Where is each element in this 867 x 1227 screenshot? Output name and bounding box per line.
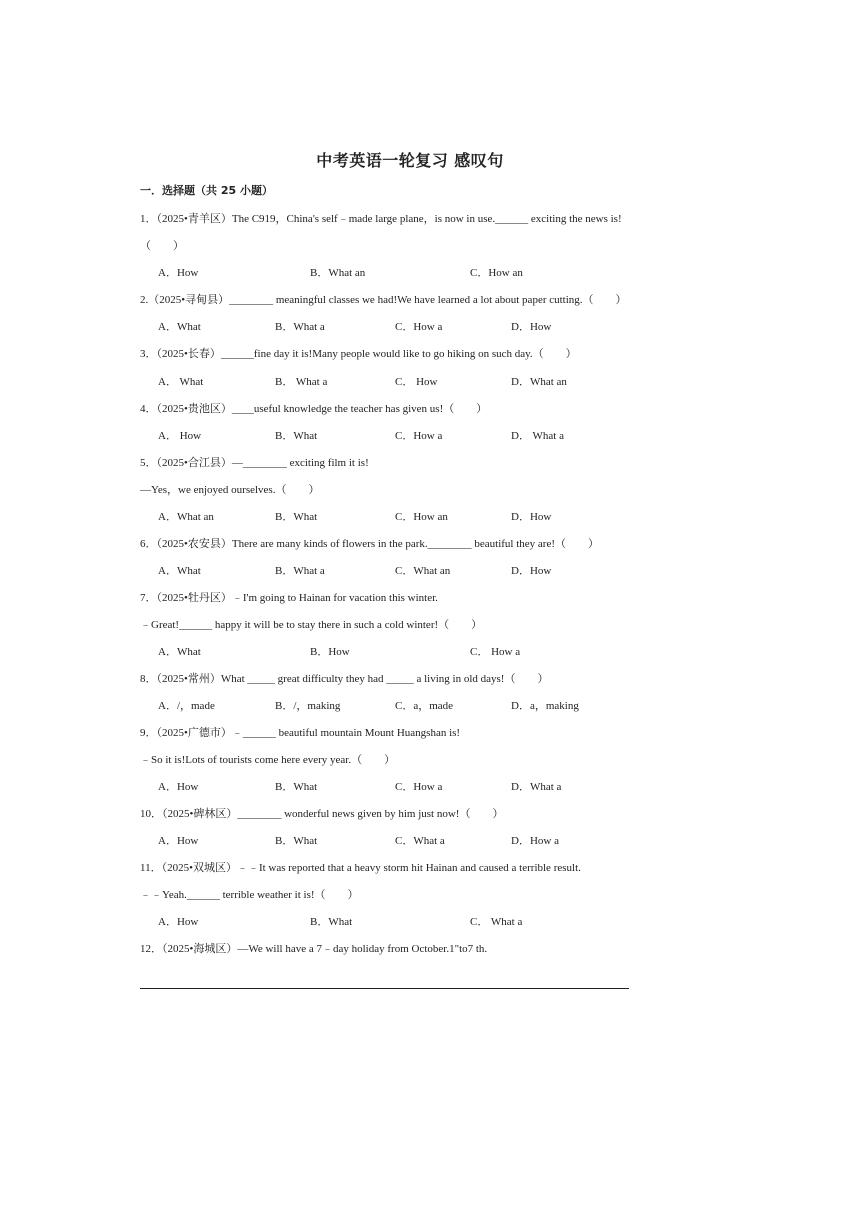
question-9-text-2: ﹣So it is!Lots of tourists come here every year.（ ） (140, 754, 396, 766)
question-9-option-b[interactable]: B．What (275, 781, 318, 793)
section-heading: 一．选择题（共 25 小题） (140, 184, 273, 197)
question-5-text-2: —Yes，we enjoyed ourselves.（ ） (140, 484, 320, 496)
question-4-option-b[interactable]: B．What (275, 430, 318, 442)
question-3-option-a[interactable]: A． What (158, 376, 204, 388)
question-10-option-d[interactable]: D．How a (511, 835, 559, 847)
question-4-option-a[interactable]: A． How (158, 430, 202, 442)
question-6-option-c[interactable]: C．What an (395, 565, 451, 577)
question-3-option-d[interactable]: D．What an (511, 376, 567, 388)
question-1-option-b[interactable]: B．What an (310, 267, 366, 279)
question-10-option-b[interactable]: B．What (275, 835, 318, 847)
question-11-text-1: 11．（2025•双城区）﹣﹣It was reported that a heavy storm hit Hainan and caused a terrible result. (140, 862, 581, 874)
question-10-text-1: 10．（2025•碑林区）________ wonderful news given by him just now!（ ） (140, 808, 504, 820)
question-11-option-c[interactable]: C． What a (470, 916, 523, 928)
question-2-option-a[interactable]: A．What (158, 321, 201, 333)
question-1-text-2: （ ） (140, 240, 184, 252)
question-5-option-b[interactable]: B．What (275, 511, 318, 523)
footer-rule (140, 988, 629, 989)
question-9-text-1: 9．（2025•广德市）﹣______ beautiful mountain Mount Huangshan is! (140, 727, 461, 739)
question-6-option-d[interactable]: D．How (511, 565, 552, 577)
question-12-text-1: 12．（2025•海城区）—We will have a 7﹣day holiday from October.1"to7 th. (140, 943, 488, 955)
question-4-option-d[interactable]: D． What a (511, 430, 564, 442)
question-3-option-c[interactable]: C． How (395, 376, 438, 388)
question-11-option-a[interactable]: A．How (158, 916, 199, 928)
question-8-option-d[interactable]: D．a，making (511, 700, 579, 712)
question-9-option-c[interactable]: C．How a (395, 781, 443, 793)
question-7-option-b[interactable]: B．How (310, 646, 350, 658)
question-9-option-d[interactable]: D．What a (511, 781, 562, 793)
question-2-text-1: 2.（2025•寻甸县）________ meaningful classes we had!We have learned a lot about paper cutting.（ ） (140, 294, 627, 306)
question-2-option-b[interactable]: B．What a (275, 321, 325, 333)
question-8-option-a[interactable]: A．/，made (158, 700, 215, 712)
question-7-text-2: ﹣Great!______ happy it will be to stay there in such a cold winter!（ ） (140, 619, 483, 631)
question-1-text-1: 1．（2025•青羊区）The C919，China's self﹣made large plane，is now in use.______ exciting the news is! (140, 213, 622, 225)
question-8-option-b[interactable]: B．/，making (275, 700, 341, 712)
page-title: 中考英语一轮复习 感叹句 (316, 151, 504, 170)
question-8-option-c[interactable]: C．a，made (395, 700, 454, 712)
question-11-text-2: ﹣﹣Yeah.______ terrible weather it is!（ ） (140, 889, 359, 901)
question-4-text-1: 4．（2025•贵池区）____useful knowledge the teacher has given us!（ ） (140, 403, 488, 415)
question-7-option-c[interactable]: C． How a (470, 646, 521, 658)
question-5-option-c[interactable]: C．How an (395, 511, 448, 523)
question-2-option-d[interactable]: D．How (511, 321, 552, 333)
question-5-option-d[interactable]: D．How (511, 511, 552, 523)
question-1-option-a[interactable]: A．How (158, 267, 199, 279)
question-10-option-a[interactable]: A．How (158, 835, 199, 847)
question-3-option-b[interactable]: B． What a (275, 376, 328, 388)
question-7-option-a[interactable]: A．What (158, 646, 201, 658)
question-4-option-c[interactable]: C．How a (395, 430, 443, 442)
question-7-text-1: 7．（2025•牡丹区）﹣I'm going to Hainan for vacation this winter. (140, 592, 438, 604)
question-2-option-c[interactable]: C．How a (395, 321, 443, 333)
question-8-text-1: 8．（2025•常州）What _____ great difficulty they had _____ a living in old days!（ ） (140, 673, 549, 685)
question-6-text-1: 6．（2025•农安县）There are many kinds of flowers in the park.________ beautiful they are!（ ） (140, 538, 600, 550)
question-6-option-b[interactable]: B．What a (275, 565, 325, 577)
question-10-option-c[interactable]: C．What a (395, 835, 445, 847)
question-3-text-1: 3．（2025•长春）______fine day it is!Many people would like to go hiking on such day.（ ） (140, 348, 577, 360)
question-1-option-c[interactable]: C．How an (470, 267, 523, 279)
question-6-option-a[interactable]: A．What (158, 565, 201, 577)
question-5-option-a[interactable]: A．What an (158, 511, 214, 523)
question-5-text-1: 5．（2025•合江县）—________ exciting film it is! (140, 457, 369, 469)
question-11-option-b[interactable]: B．What (310, 916, 353, 928)
question-9-option-a[interactable]: A．How (158, 781, 199, 793)
